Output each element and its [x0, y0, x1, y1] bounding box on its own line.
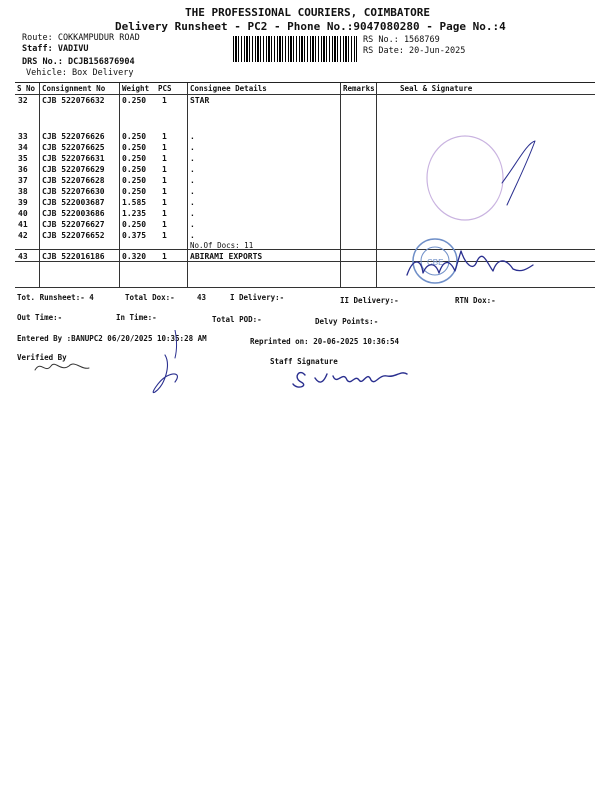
header-rule	[15, 94, 595, 95]
cell-sno: 35	[18, 154, 28, 163]
handwritten-signatures	[15, 330, 455, 405]
cell-consignee: .	[190, 154, 195, 163]
table-bottom-rule	[15, 287, 595, 288]
seal-signature-marks	[377, 123, 595, 287]
col-header-pcs: PCS	[158, 84, 172, 93]
cbe-stamp-text: CBE	[427, 258, 444, 267]
cell-pcs: 1	[162, 187, 167, 196]
cell-sno: 40	[18, 209, 28, 218]
company-title: THE PROFESSIONAL COURIERS, COIMBATORE	[185, 6, 431, 19]
col-header-consignee: Consignee Details	[190, 84, 267, 93]
cell-weight: 0.320	[122, 252, 147, 261]
column-divider	[187, 83, 188, 288]
cell-pcs: 1	[162, 231, 167, 240]
cell-consignment: CJB 522076628	[42, 176, 105, 185]
cell-sno: 43	[18, 252, 28, 261]
cell-consignee: .	[190, 209, 195, 218]
cell-consignment: CJB 522003687	[42, 198, 105, 207]
cell-consignee: ABIRAMI EXPORTS	[190, 252, 263, 261]
cell-pcs: 1	[162, 220, 167, 229]
route-label: Route: COKKAMPUDUR ROAD	[22, 33, 140, 43]
cell-sno: 32	[18, 96, 28, 105]
vehicle-label: Vehicle: Box Delivery	[26, 68, 134, 78]
cell-pcs: 1	[162, 165, 167, 174]
staff-signature	[293, 373, 407, 387]
cell-consignment: CJB 522076630	[42, 187, 105, 196]
reprinted-on: Reprinted on: 20-06-2025 10:36:54	[250, 337, 400, 346]
total-pod: Total POD:-	[212, 315, 262, 324]
cell-pcs: 1	[162, 96, 167, 105]
cell-consignment: CJB 522076627	[42, 220, 105, 229]
column-divider	[39, 83, 40, 288]
cell-pcs: 1	[162, 154, 167, 163]
total-dox-value: 43	[197, 293, 207, 302]
drs-number: DRS No.: DCJB156876904	[22, 57, 135, 67]
cell-consignee: .	[190, 143, 195, 152]
rtn-dox: RTN Dox:-	[455, 296, 496, 305]
column-divider	[119, 83, 120, 288]
cell-sno: 34	[18, 143, 28, 152]
col-header-remarks: Remarks	[343, 84, 375, 93]
cell-weight: 0.250	[122, 96, 147, 105]
cell-consignment: CJB 522076625	[42, 143, 105, 152]
tot-runsheet: Tot. Runsheet:- 4	[17, 293, 94, 302]
col-header-sno: S No	[17, 84, 36, 93]
cell-sno: 39	[18, 198, 28, 207]
cell-weight: 0.375	[122, 231, 147, 240]
cell-consignee: .	[190, 176, 195, 185]
cell-pcs: 1	[162, 252, 167, 261]
supervisor-signature	[153, 355, 177, 393]
cell-sno: 42	[18, 231, 28, 240]
cell-weight: 0.250	[122, 143, 147, 152]
entered-by: Entered By :BANUPC2 06/20/2025 10:35:28 AM	[17, 334, 207, 343]
cell-weight: 0.250	[122, 165, 147, 174]
cell-consignment: CJB 522016186	[42, 252, 105, 261]
cell-consignment: CJB 522076631	[42, 154, 105, 163]
faded-seal-stamp	[427, 136, 503, 220]
cell-consignee: STAR	[190, 96, 210, 105]
cell-pcs: 1	[162, 143, 167, 152]
barcode	[233, 36, 357, 62]
cell-consignee: .	[190, 220, 195, 229]
rs-number: RS No.: 1568769	[363, 35, 440, 45]
col-header-seal: Seal & Signature	[400, 84, 473, 93]
cell-consignee: .	[190, 187, 195, 196]
cell-pcs: 1	[162, 209, 167, 218]
cell-consignee: .	[190, 165, 195, 174]
cell-consignment: CJB 522076629	[42, 165, 105, 174]
delvy-points: Delvy Points:-	[315, 317, 379, 326]
cell-consignee: .	[190, 198, 195, 207]
cell-consignment: CJB 522076652	[42, 231, 105, 240]
cell-weight: 0.250	[122, 220, 147, 229]
entry-pen-mark	[175, 330, 177, 358]
seal-pen-stroke	[502, 141, 535, 205]
cell-pcs: 1	[162, 198, 167, 207]
verified-by: Verified By	[17, 353, 67, 362]
ii-delivery: II Delivery:-	[340, 296, 399, 305]
cell-pcs: 1	[162, 132, 167, 141]
cell-consignment: CJB 522076626	[42, 132, 105, 141]
staff-label: Staff: VADIVU	[22, 44, 89, 54]
rs-date: RS Date: 20-Jun-2025	[363, 46, 466, 56]
cell-consignee: .	[190, 231, 195, 240]
cell-weight: 0.250	[122, 187, 147, 196]
cell-sno: 36	[18, 165, 28, 174]
no-of-docs: No.Of Docs: 11	[190, 241, 254, 250]
total-dox-label: Total Dox:-	[125, 293, 175, 302]
cell-consignment: CJB 522003686	[42, 209, 105, 218]
cell-consignee: .	[190, 132, 195, 141]
cell-sno: 38	[18, 187, 28, 196]
cell-sno: 33	[18, 132, 28, 141]
runsheet-table	[15, 82, 595, 288]
cell-pcs: 1	[162, 176, 167, 185]
cell-weight: 0.250	[122, 176, 147, 185]
cell-weight: 1.235	[122, 209, 147, 218]
col-header-weight: Weight	[122, 84, 150, 93]
staff-signature-label: Staff Signature	[270, 357, 338, 366]
cell-weight: 0.250	[122, 132, 147, 141]
verifier-signature	[35, 364, 89, 370]
col-header-consignment: Consignment No	[42, 84, 106, 93]
cell-consignment: CJB 522076632	[42, 96, 105, 105]
column-divider	[340, 83, 341, 288]
i-delivery: I Delivery:-	[230, 293, 285, 302]
cell-weight: 1.585	[122, 198, 147, 207]
cell-weight: 0.250	[122, 154, 147, 163]
cell-sno: 41	[18, 220, 28, 229]
in-time: In Time:-	[116, 313, 157, 322]
runsheet-subtitle: Delivery Runsheet - PC2 - Phone No.:9047080280 - Page No.:4	[115, 20, 506, 33]
out-time: Out Time:-	[17, 313, 63, 322]
cell-sno: 37	[18, 176, 28, 185]
